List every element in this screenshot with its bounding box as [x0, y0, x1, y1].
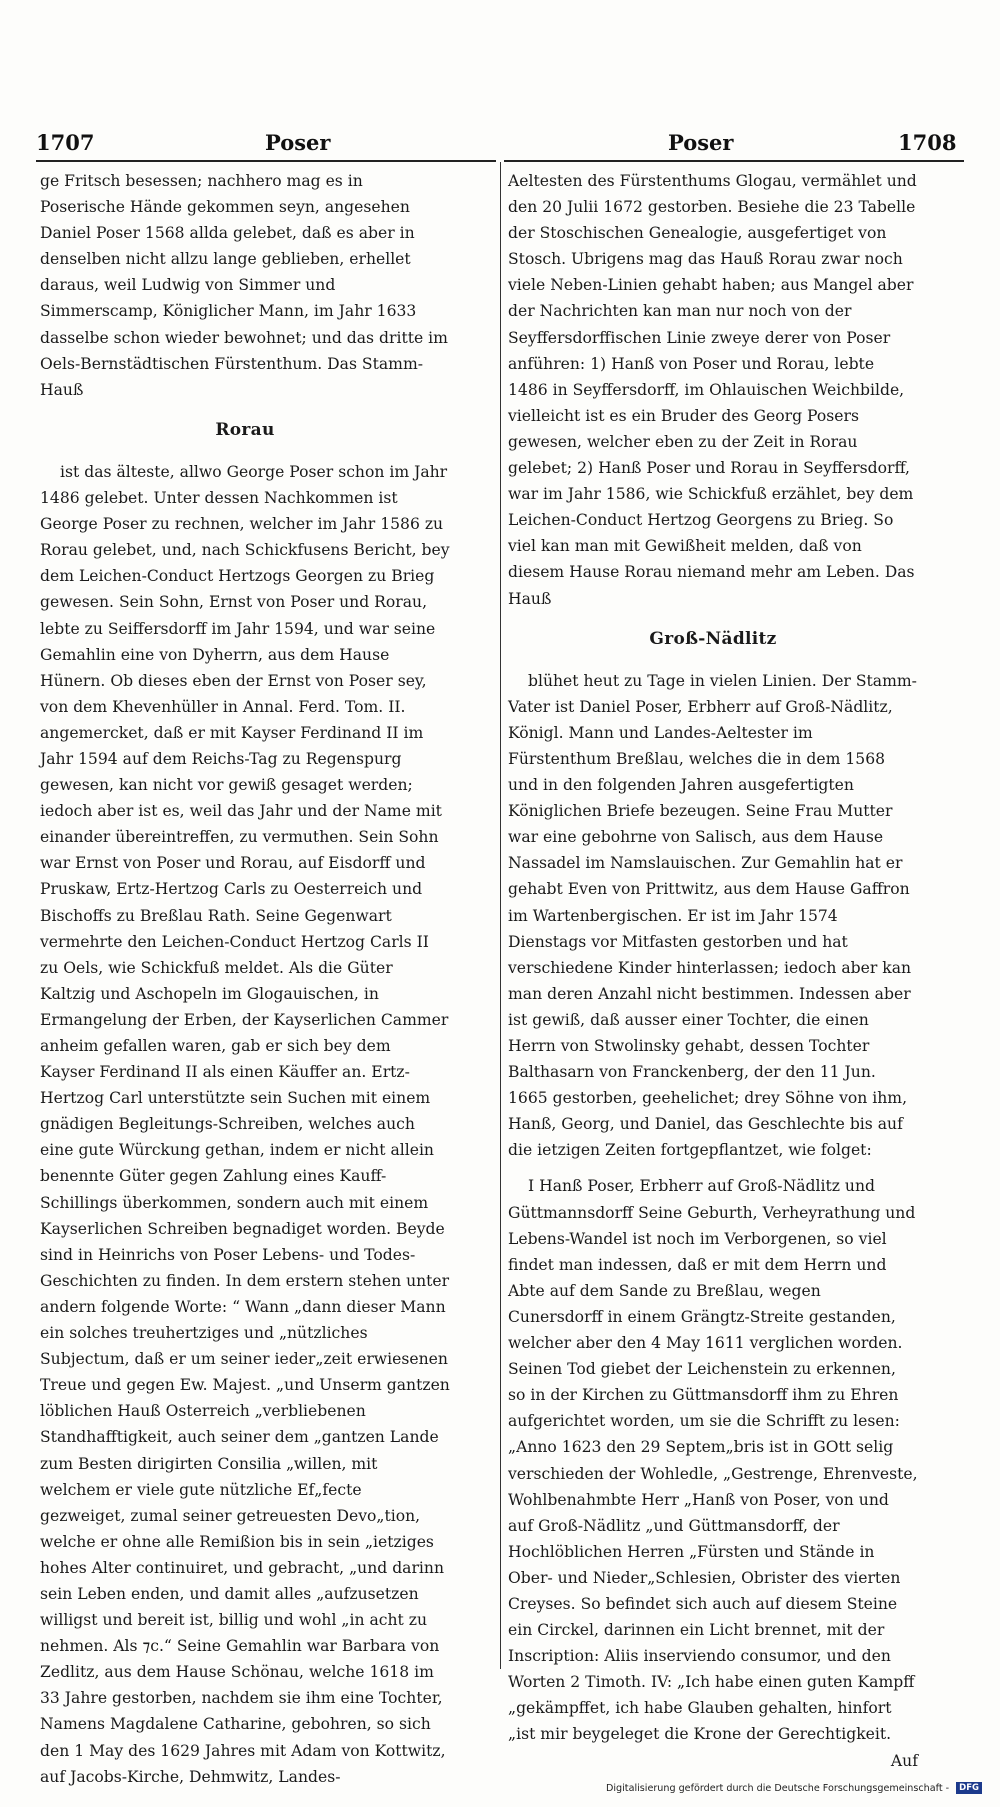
column-divider — [500, 162, 501, 1669]
left-column — [40, 168, 450, 1790]
right-column — [508, 168, 918, 1774]
left-paragraph-2: ist das älteste, allwo George Poser schon im Jahr 1486 gelebet. Unter dessen Nachkommen ist George Poser zu rechnen, welcher im Jahr 1586 zu Rorau gelebet, und, nach Schickfusens Bericht, bey dem Leichen-Conduct Hertzogs Georgen zu Brieg gewesen. Sein Sohn, Ernst von Poser und Rorau, lebte zu Seiffersdorff im Jahr 1594, und war seine Gemahlin eine von Dyherrn, aus dem Hause Hünern. Ob dieses eben der Ernst von Poser sey, von dem Khevenhüller in Annal. Ferd. Tom. II. angemercket, daß er mit Kayser Ferdinand II im Jahr 1594 auf dem Reichs-Tag zu Regenspurg gewesen, kan nicht vor gewiß gesaget werden; iedoch aber ist es, weil das Jahr und der Name mit einander übereintreffen, zu vermuthen. Sein Sohn war Ernst von Poser und Rorau, auf Eisdorff und Pruskaw, Ertz-Hertzog Carls zu Oesterreich und Bischoffs zu Breßlau Rath. Seine Gegenwart vermehrte den Leichen-Conduct Hertzog Carls II zu Oels, wie Schickfuß meldet. Als die Güter Kaltzig und Aschopeln im Glogauischen, in Ermangelung der Erben, der Kayserlichen Cammer anheim gefallen waren, gab er sich bey dem Kayser Ferdinand II als einen Käuffer an. Ertz-Hertzog Carl unterstützte sein Suchen mit einem gnädigen Begleitungs-Schreiben, welches auch eine gute Würckung gethan, indem er nicht allein benennte Güter gegen Zahlung eines Kauff-Schillings überkommen, sondern auch mit einem Kayserlichen Schreiben begnadiget worden. Beyde sind in Heinrichs von Poser Lebens- und Todes-Geschichten zu finden. In dem erstern stehen unter andern folgende Worte: “ Wann „dann dieser Mann ein solches treuhertziges und „nützliches Subjectum, daß er um seiner ieder„zeit erwiesenen Treue und gegen Ew. Majest. „und Unserm gantzen löblichen Hauß Osterreich „verbliebenen Standhafftigkeit, auch seiner dem „gantzen Lande zum Besten dirigirten Consilia „willen, mit welchem er viele gute nützliche Ef„fecte gezweiget, zumal seiner getreuesten Devo„tion, welche er ohne alle Remißion bis in sein „ietziges hohes Alter continuiret, und gebracht, „und darinn sein Leben enden, und damit alles „aufzusetzen willigst und bereit ist, billig und wohl „in acht zu nehmen. Als ⁊c.“ Seine Gemahlin war Barbara von Zedlitz, aus dem Hause Schönau, welche 1618 im 33 Jahre gestorben, nachdem sie ihm eine Tochter, Namens Magdalene Catharine, gebohren, so sich den 1 May des 1629 Jahres mit Adam von Kottwitz, auf Jacobs-Kirche, Dehmwitz, Landes- — [40, 462, 450, 1786]
left-running-title: Poser — [265, 130, 331, 155]
credit-text: Digitalisierung gefördert durch die Deutsche Forschungsgemeinschaft - — [606, 1783, 950, 1794]
digitization-credit — [606, 1782, 982, 1794]
right-paragraph-2: blühet heut zu Tage in vielen Linien. Der Stamm-Vater ist Daniel Poser, Erbherr auf Groß-Nädlitz, Königl. Mann und Landes-Aeltester im Fürstenthum Breßlau, welches die in dem 1568 und in den folgenden Jahren ausgefertigten Königlichen Briefe bezeugen. Seine Frau Mutter war eine gebohrne von Salisch, aus dem Hause Nassadel im Namslauischen. Zur Gemahlin hat er gehabt Even von Prittwitz, aus dem Hause Gaffron im Wartenbergischen. Er ist im Jahr 1574 Dienstags vor Mitfasten gestorben und hat verschiedene Kinder hinterlassen; iedoch aber kan man deren Anzahl nicht bestimmen. Indessen aber ist gewiß, daß ausser einer Tochter, die einen Herrn von Stwolinsky gehabt, dessen Tochter Balthasarn von Franckenberg, der den 11 Jun. 1665 gestorben, geehelichet; drey Söhne von ihm, Hanß, Georg, und Daniel, das Geschlechte bis auf die ietzigen Zeiten fortgepflantzet, wie folget: — [508, 671, 917, 1160]
dfg-logo: DFG — [956, 1782, 982, 1794]
right-paragraph-3: I Hanß Poser, Erbherr auf Groß-Nädlitz und Güttmannsdorff Seine Geburth, Verheyrathung und Lebens-Wandel ist noch im Verborgenen, so viel findet man indessen, daß er mit dem Herrn und Abte auf dem Sande zu Breßlau, wegen Cunersdorff in einem Grängtz-Streite gestanden, welcher aber den 4 May 1611 verglichen worden. Seinen Tod giebet der Leichenstein zu erkennen, so in der Kirchen zu Güttmansdorff ihm zu Ehren aufgerichtet worden, um sie die Schrifft zu lesen: „Anno 1623 den 29 Septem„bris ist in GOtt selig verschieden der Wohledle, „Gestrenge, Ehrenveste, Wohlbenahmbte Herr „Hanß von Poser, von und auf Groß-Nädlitz „und Güttmansdorff, der Hochlöblichen Herren „Fürsten und Stände in Ober- und Nieder„Schlesien, Obrister des vierten Creyses. So befindet sich auch auf diesem Steine ein Circkel, darinnen ein Licht brennet, mit der Inscription: Aliis inserviendo consumor, und den Worten 2 Timoth. IV: „Ich habe einen guten Kampff „gekämpffet, ich habe Glauben gehalten, hinfort „ist mir beygeleget die Krone der Gerechtigkeit. — [508, 1177, 918, 1744]
header-rule-left — [36, 160, 496, 162]
right-running-title: Poser — [668, 130, 734, 155]
header-rule-right — [504, 160, 964, 162]
catchword: Auf — [890, 1751, 918, 1770]
section-heading-rorau: Rorau — [215, 419, 275, 440]
right-page-number: 1708 — [898, 130, 957, 155]
right-paragraph-1: Aeltesten des Fürstenthums Glogau, vermählet und den 20 Julii 1672 gestorben. Besiehe die 23 Tabelle der Stoschischen Genealogie, ausgefertiget von Stosch. Ubrigens mag das Hauß Rorau zwar noch viele Neben-Linien gehabt haben; aus Mangel aber der Nachrichten kan man nur noch von der Seyffersdorffischen Linie zweye derer von Poser anführen: 1) Hanß von Poser und Rorau, lebte 1486 in Seyffersdorff, im Ohlauischen Weichbilde, vielleicht ist es ein Bruder des Georg Posers gewesen, welcher eben zu der Zeit in Rorau gelebet; 2) Hanß Poser und Rorau in Seyffersdorff, war im Jahr 1586, wie Schickfuß erzählet, bey dem Leichen-Conduct Hertzog Georgens zu Brieg. So viel kan man mit Gewißheit melden, daß von diesem Hause Rorau niemand mehr am Leben. Das Hauß — [508, 172, 917, 608]
left-paragraph-1: ge Fritsch besessen; nachhero mag es in Poserische Hände gekommen seyn, angesehen Daniel Poser 1568 allda gelebet, daß es aber in denselben nicht allzu lange geblieben, erhellet daraus, weil Ludwig von Simmer und Simmerscamp, Königlicher Mann, im Jahr 1633 dasselbe schon wieder bewohnet; und das dritte im Oels-Bernstädtischen Fürstenthum. Das Stamm-Hauß — [40, 172, 448, 399]
left-page-number: 1707 — [36, 130, 95, 155]
section-heading-gross-naedlitz: Groß-Nädlitz — [649, 628, 777, 649]
